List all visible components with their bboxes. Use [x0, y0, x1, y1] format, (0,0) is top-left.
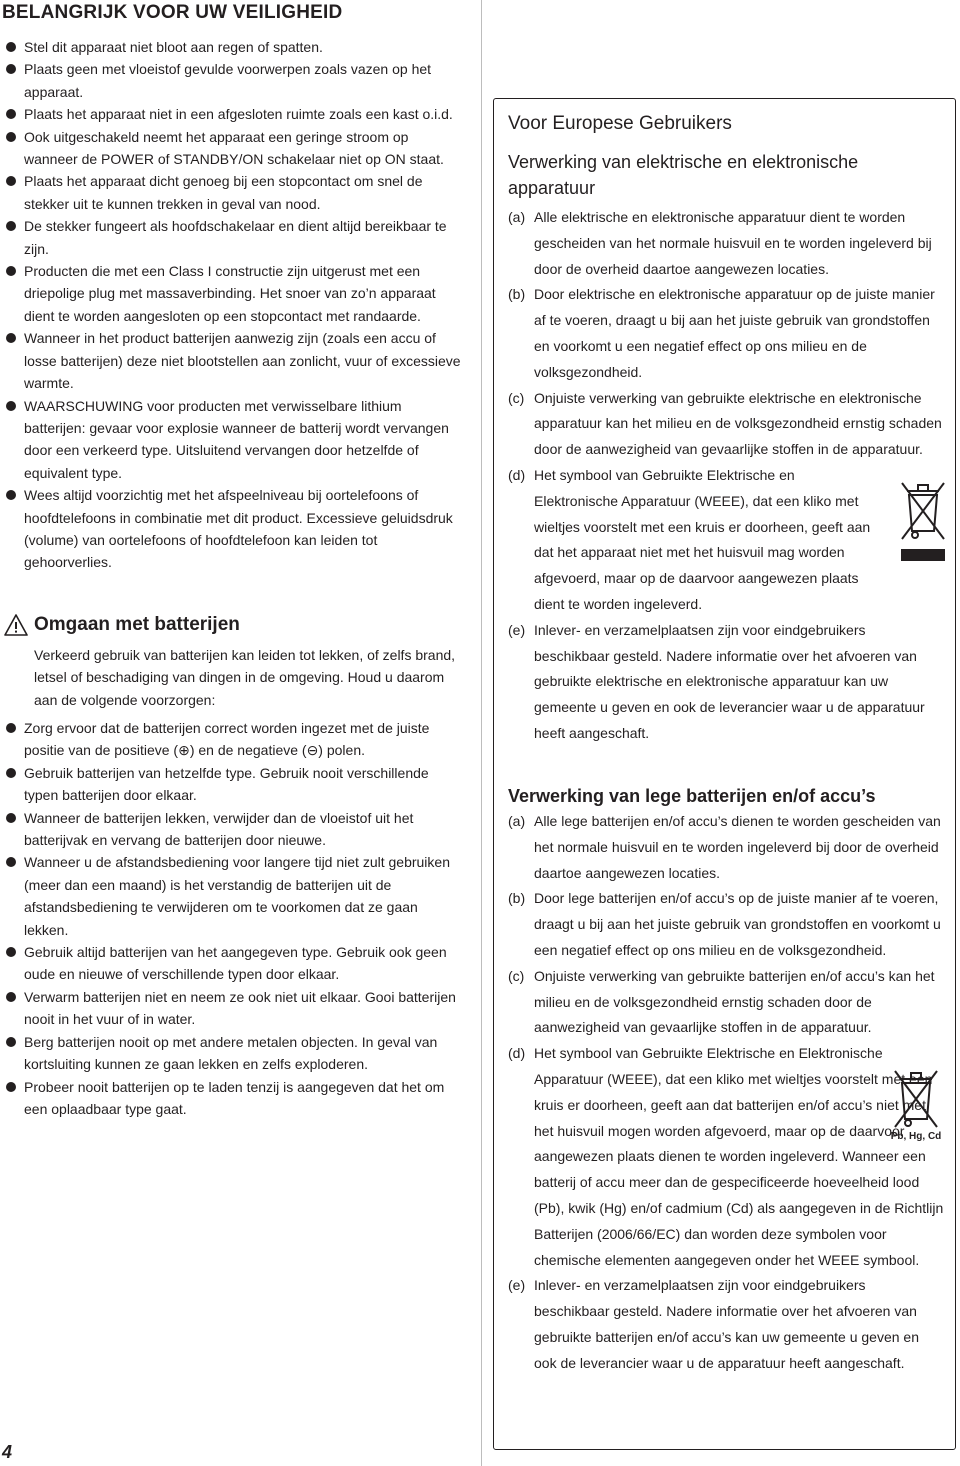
list-item-text: Verwarm batterijen niet en neem ze ook niet uit elkaar. Gooi batterijen nooit in het vuur of in water.: [24, 988, 456, 1028]
list-item: [508, 886, 944, 963]
page-number: 4: [2, 1442, 13, 1462]
list-item-text: Alle lege batterijen en/of accu’s dienen te worden gescheiden van het normale huisvuil en te worden ingeleverd bij door de overheid daartoe aangewezen locaties.: [534, 813, 941, 881]
eu-users-box: [493, 98, 956, 1450]
list-item-text: Plaats geen met vloeistof gevulde voorwerpen zoals vazen op het apparaat.: [24, 61, 432, 100]
list-item-label: (e): [508, 1277, 526, 1294]
battery-handling-intro: Verkeerd gebruik van batterijen kan leiden tot lekken, of zelfs brand, letsel of beschadiging van dingen in de omgeving. Houd u daarom aan de volgende voorzorgen:: [34, 647, 456, 708]
list-item-label: (d): [508, 466, 526, 483]
list-item: [4, 1031, 466, 1076]
battery-disposal-list: [508, 809, 944, 1377]
list-item-label: (d): [508, 1045, 526, 1062]
list-item: [4, 807, 466, 852]
list-item-text: Onjuiste verwerking van gebruikte batterijen en/of accu’s kan het milieu en de volksgezondheid ernstig schaden door de aanwezigheid van gevaarlijke stoffen in de apparatuur.: [534, 967, 935, 1036]
list-item-text: Plaats het apparaat niet in een afgesloten ruimte zoals een kast o.i.d.: [24, 106, 453, 123]
list-item-text: De stekker fungeert als hoofdschakelaar en dient altijd bereikbaar te zijn.: [24, 218, 447, 257]
bullet-icon: [6, 768, 16, 778]
list-item: [508, 618, 944, 747]
bullet-icon: [6, 333, 16, 343]
list-item: [4, 986, 466, 1031]
bullet-icon: [6, 947, 16, 957]
list-item: [508, 964, 944, 1041]
list-item: [4, 484, 466, 574]
list-item-text: Alle elektrische en elektronische apparatuur dient te worden gescheiden van het normale huisvuil en te worden ingeleverd bij door de overheid daartoe aangewezen locaties.: [534, 209, 932, 277]
list-item: [4, 58, 466, 103]
list-item-text: Inlever- en verzamelplaatsen zijn voor eindgebruikers beschikbaar gesteld. Nadere informatie over het afvoeren van gebruikte batterijen en/of accu’s kan uw gemeente u geven en ook de leverancier waar u de apparatuur heeft aangeschaft.: [534, 1277, 919, 1371]
list-item: [508, 1041, 944, 1273]
list-item-text: Het symbool van Gebruikte Elektrische en Elektronische Apparatuur (WEEE), dat een kliko met wieltjes voorstelt met een kruis er doorheen, geeft aan dat het apparaat niet met het huisvuil mag worden afgevoerd, maar op de daarvoor aangewezen plaats dient te worden ingeleverd.: [534, 466, 871, 612]
crossed-bin-icon: [892, 1069, 940, 1129]
bullet-icon: [6, 64, 16, 74]
list-item-label: (c): [508, 967, 525, 984]
list-item: [4, 103, 466, 125]
list-item: [508, 205, 944, 282]
list-item-text: Zorg ervoor dat de batterijen correct worden ingezet met de juiste positie van de positieve (⊕) en de negatieve (⊖) polen.: [24, 720, 430, 759]
bullet-icon: [6, 42, 16, 52]
list-item-text: Door elektrische en elektronische apparatuur op de juiste manier af te voeren, draagt u bij aan het juiste gebruik van grondstoffen en voorkomt u een negatief effect op ons milieu en de volksgezondheid.: [534, 286, 935, 380]
bullet-icon: [6, 176, 16, 186]
list-item: [4, 762, 466, 807]
list-item-text: Gebruik altijd batterijen van het aangegeven type. Gebruik ook geen oude en nieuwe of verschillende typen door elkaar.: [24, 944, 447, 983]
crossed-bin-icon: [899, 479, 947, 565]
battery-handling-list-wrap: [4, 717, 466, 1120]
list-item: [508, 386, 944, 463]
list-item-text: Wanneer u de afstandsbediening voor langere tijd niet zult gebruiken (meer dan een maand) is het verstandig de batterijen uit de afstandsbediening te verwijderen om te voorkomen dat ze gaan lekken.: [24, 854, 450, 938]
list-item: [4, 941, 466, 986]
list-item-text: Wanneer in het product batterijen aanwezig zijn (zoals een accu of losse batterijen) deze niet blootstellen aan zonlicht, vuur of excessieve warmte.: [24, 330, 461, 392]
list-item-text: Inlever- en verzamelplaatsen zijn voor eindgebruikers beschikbaar gesteld. Nadere informatie over het afvoeren van gebruikte elektrische en elektronische apparatuur kan uw gemeente u geven en ook de leverancier waar u de apparatuur heeft aangeschaft.: [534, 621, 925, 741]
bullet-icon: [6, 109, 16, 119]
list-item-label: (c): [508, 389, 525, 406]
list-item: [4, 170, 466, 215]
bullet-icon: [6, 1037, 16, 1047]
list-item-label: (a): [508, 209, 526, 225]
bullet-icon: [6, 1082, 16, 1092]
list-item-text: Wanneer de batterijen lekken, verwijder dan de vloeistof uit het batterijvak en vervang de batterijen door nieuwe.: [24, 809, 414, 849]
list-item-text: Wees altijd voorzichtig met het afspeelniveau bij oortelefoons of hoofdtelefoons in combinatie met dit product. Excessieve geluidsdruk (volume) van oortelefoons of hoofdtelefoon kan leiden tot gehoorverlies.: [24, 487, 453, 571]
list-item-text: Het symbool van Gebruikte Elektrische en Elektronische Apparatuur (WEEE), dat een kliko met wieltjes voorstelt met een kruis er doorheen, geeft aan dat batterijen en/of accu’s niet met het huisvuil mogen worden afgevoerd, maar op de daarvoor aangewezen plaats dienen te worden ingeleverd. Wanneer een batterij of accu meer dan de gespecificeerde hoeveelheid lood (Pb), kwik (Hg) en/of cadmium (Cd) als aangegeven in de Richtlijn Batterijen (2006/66/EC) dan worden deze symbolen voor chemische elementen aangegeven onder het WEEE symbool.: [534, 1045, 944, 1268]
list-item-text: Onjuiste verwerking van gebruikte elektrische en elektronische apparatuur kan het milieu en de volksgezondheid ernstig schaden door de aanwezigheid van gevaarlijke stoffen in de apparatuur.: [534, 389, 942, 458]
list-item-label: (e): [508, 621, 526, 638]
list-item-label: (a): [508, 813, 526, 829]
bullet-icon: [6, 490, 16, 500]
safety-list: [4, 36, 466, 574]
bullet-icon: [6, 401, 16, 411]
battery-handling-header: [4, 612, 466, 640]
bullet-icon: [6, 221, 16, 231]
list-item: [508, 1273, 944, 1376]
list-item: [4, 717, 466, 762]
bullet-icon: [6, 857, 16, 867]
page-title: BELANGRIJK VOOR UW VEILIGHEID: [2, 2, 343, 23]
weee-section-title: Verwerking van elektrische en elektronische apparatuur: [508, 152, 859, 198]
battery-handling-section: [4, 612, 466, 711]
safety-section: [4, 36, 466, 574]
list-item-text: Stel dit apparaat niet bloot aan regen of spatten.: [24, 39, 323, 55]
eu-users-title: Voor Europese Gebruikers: [508, 113, 732, 134]
list-item-text: Producten die met een Class I constructie zijn uitgerust met een driepolige plug met massaverbinding. Het snoer van zo’n apparaat dient te worden aangesloten op een stopcontact met randaarde.: [24, 263, 436, 324]
list-item-label: (b): [508, 286, 526, 303]
list-item: [4, 327, 466, 394]
battery-handling-title: Omgaan met batterijen: [34, 614, 240, 635]
list-item-text: Door lege batterijen en/of accu’s op de juiste manier af te voeren, draagt u bij aan het juiste gebruik van grondstoffen en voorkomt u een negatief effect op ons milieu en de volksgezondheid.: [534, 890, 941, 958]
list-item: [4, 1076, 466, 1121]
list-item: [508, 282, 944, 385]
battery-bin-symbol: [886, 1069, 946, 1149]
list-item: [4, 36, 466, 58]
list-item-text: Plaats het apparaat dicht genoeg bij een stopcontact om snel de stekker uit te kunnen trekken in geval van nood.: [24, 173, 423, 212]
list-item-text: Ook uitgeschakeld neemt het apparaat een geringe stroom op wanneer de POWER of STANDBY/ON schakelaar niet op ON staat.: [24, 128, 444, 168]
bullet-icon: [6, 266, 16, 276]
list-item-text: Gebruik batterijen van hetzelfde type. Gebruik nooit verschillende typen batterijen door elkaar.: [24, 764, 429, 804]
list-item-label: (b): [508, 890, 526, 907]
bullet-icon: [6, 992, 16, 1002]
bullet-icon: [6, 132, 16, 142]
list-item: [4, 126, 466, 171]
weee-list: [508, 205, 944, 747]
battery-disposal-title: Verwerking van lege batterijen en/of accu’s: [508, 786, 876, 806]
list-item: [508, 463, 944, 618]
list-item: [4, 260, 466, 327]
column-divider: [481, 0, 482, 1466]
list-item: [4, 215, 466, 260]
list-item-text: Berg batterijen nooit op met andere metalen objecten. In geval van kortsluiting kunnen ze gaan lekken en zelfs exploderen.: [24, 1033, 438, 1073]
list-item-text: WAARSCHUWING voor producten met verwisselbare lithium batterijen: gevaar voor explosie wanneer de batterij wordt vervangen door een verkeerd type. Uitsluitend vervangen door hetzelfde of equivalent type.: [24, 397, 449, 481]
battery-handling-list: [4, 717, 466, 1120]
chemical-symbols-label: Pb, Hg, Cd: [890, 1131, 942, 1142]
list-item-text: Probeer nooit batterijen op te laden tenzij is aangegeven dat het om een oplaadbaar type gaat.: [24, 1078, 445, 1117]
warning-icon: [4, 614, 28, 636]
list-item: [4, 395, 466, 485]
list-item: [4, 851, 466, 941]
bullet-icon: [6, 813, 16, 823]
bullet-icon: [6, 723, 16, 733]
list-item: [508, 809, 944, 886]
